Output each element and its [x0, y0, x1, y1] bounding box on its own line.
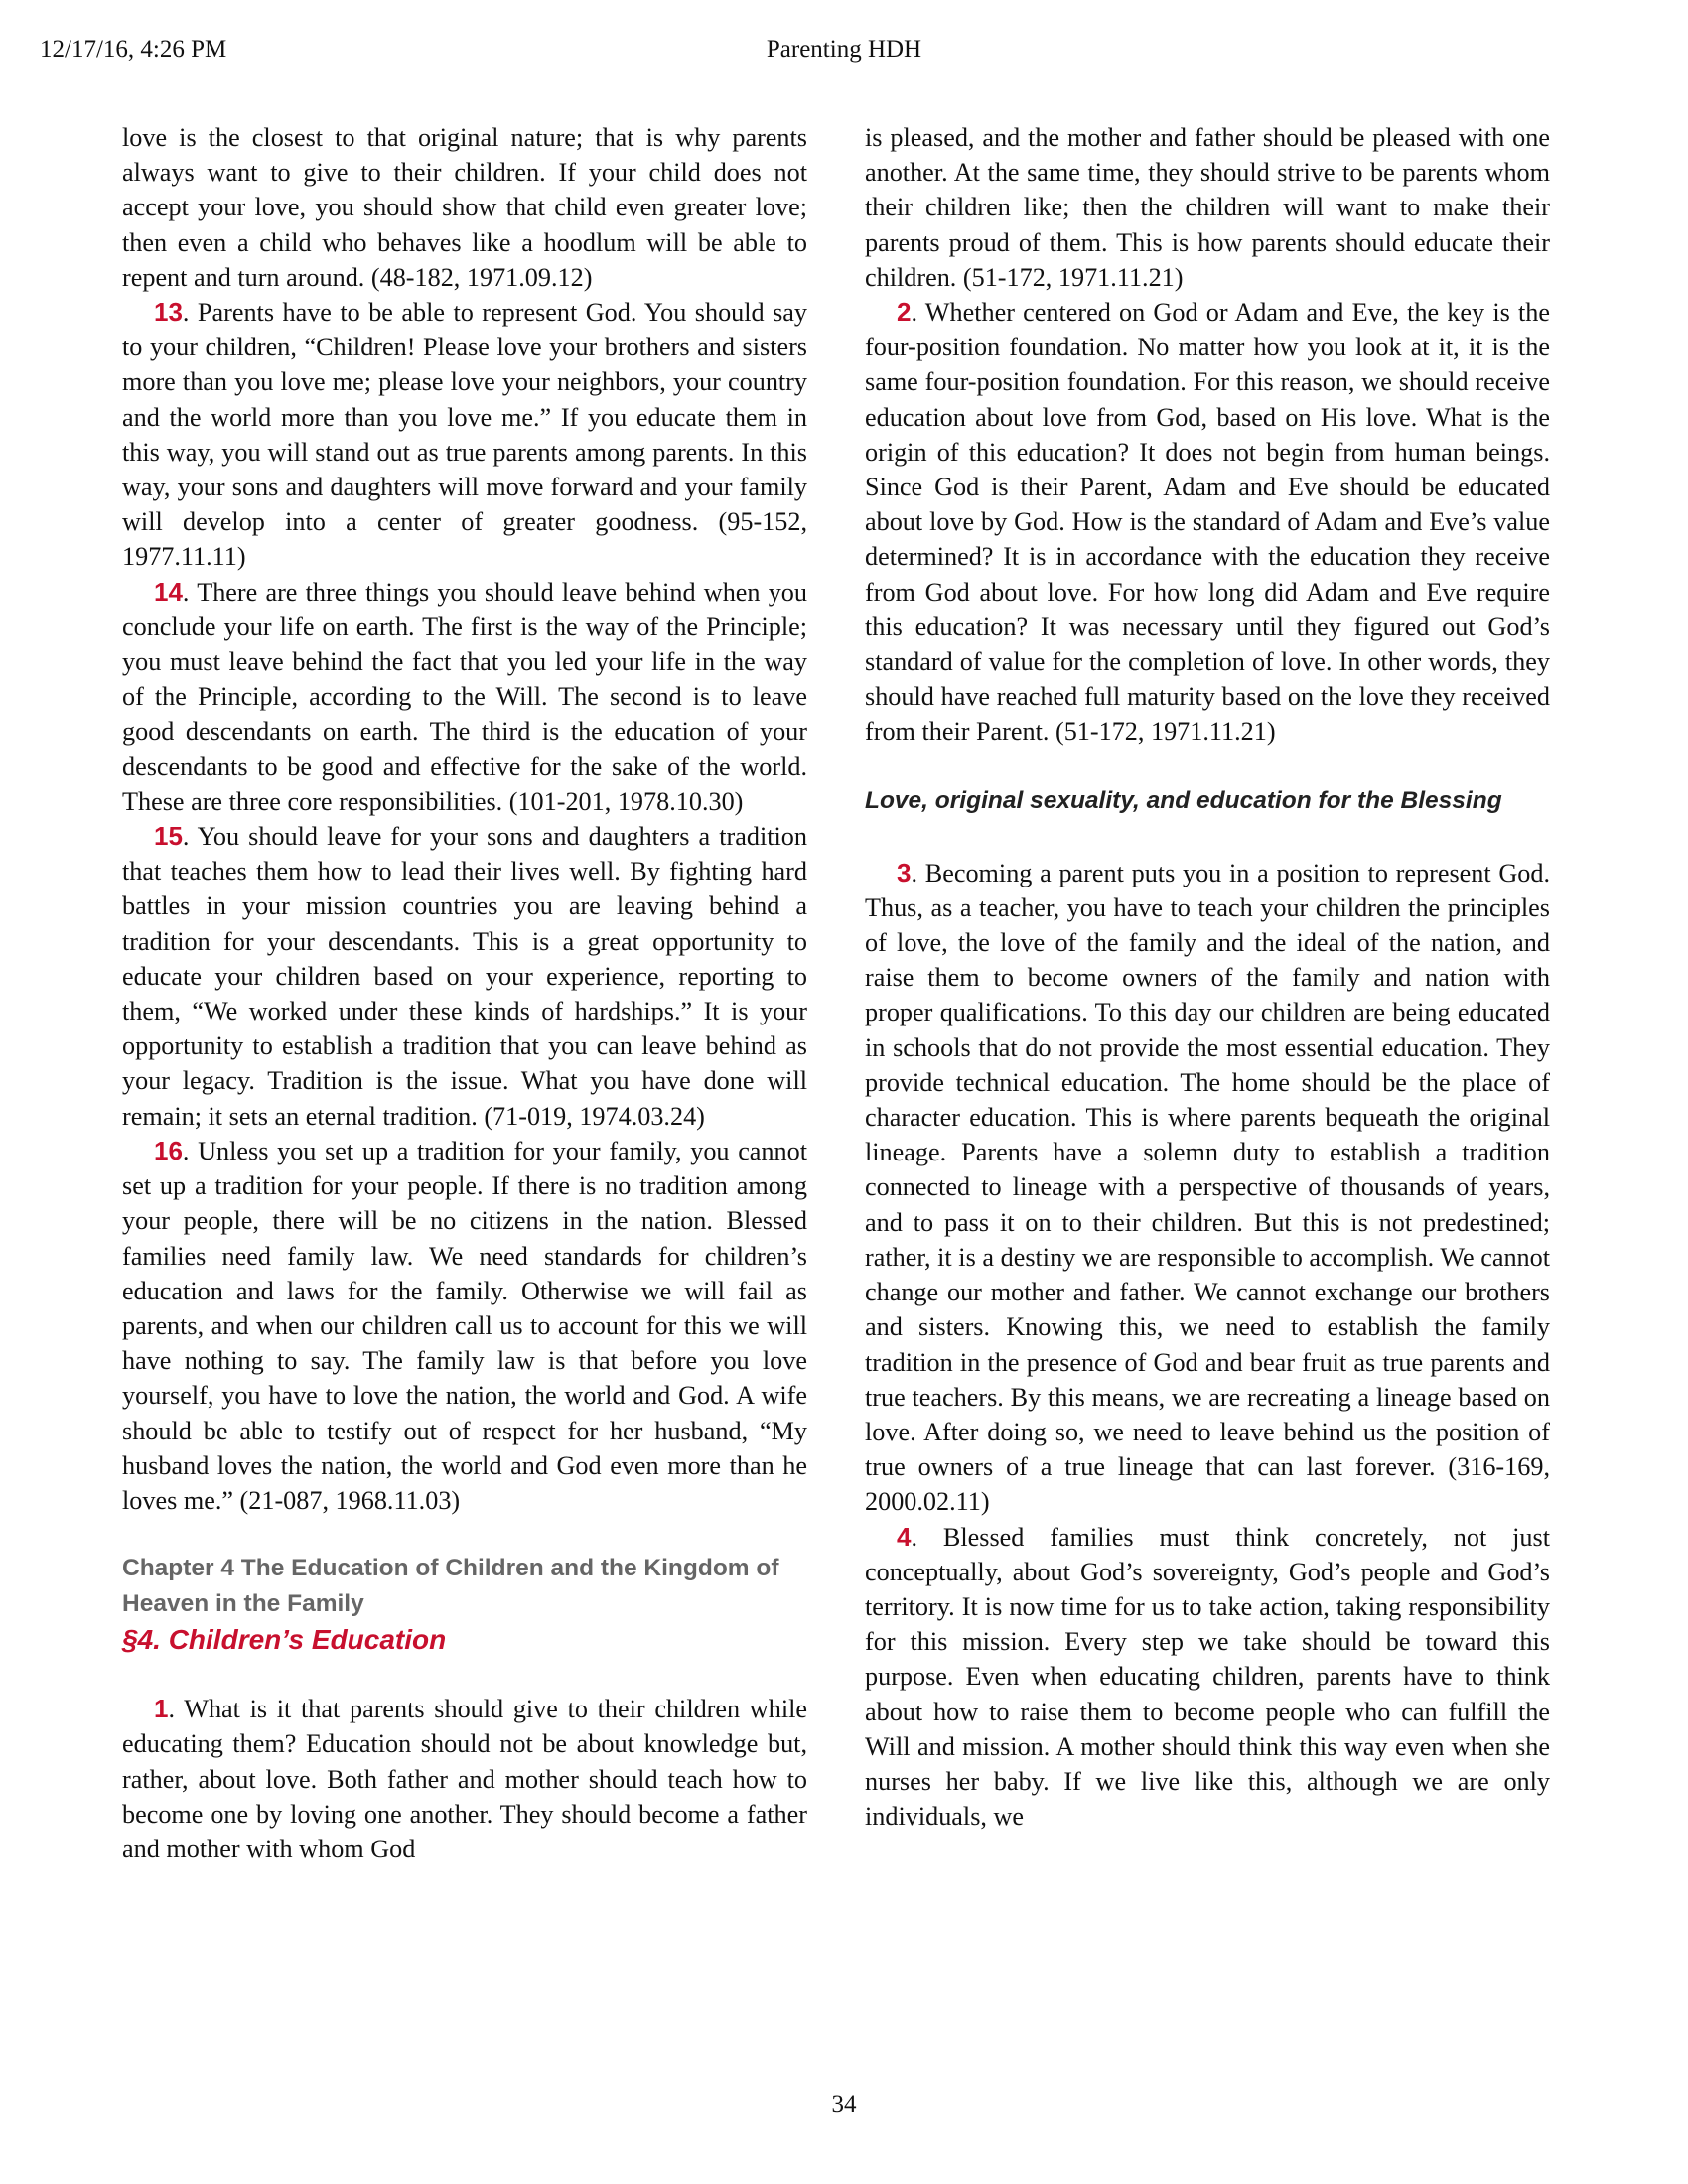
paragraph-number: 1: [154, 1694, 169, 1724]
chapter-heading: Chapter 4 The Education of Children and the Kingdom of Heaven in the Family: [122, 1555, 779, 1618]
paragraph-number: 16: [154, 1135, 183, 1165]
paragraph-number: 3: [897, 857, 912, 887]
left-column: [122, 120, 807, 1866]
paragraph-text: . Becoming a parent puts you in a position to represent God. Thus, as a teacher, you have to teach your children the principles of love, the love of the family and the ideal of the nation, and raise them to become owners of the family and nation with proper qualifications. To this day our children are being educated in schools that do not provide the most essential education. They provide technical education. The home should be the place of character education. This is where parents bequeath the original lineage. Parents have a solemn duty to establish a tradition connected to lineage with a perspective of thousands of years, and to pass it on to their children. But this is not predestined; rather, it is a destiny we are responsible to accomplish. We cannot change our mother and father. We cannot exchange our brothers and sisters. Knowing this, we need to establish the family tradition in the presence of God and bear fruit as true parents and true teachers. By this means, we are recreating a lineage based on love. After doing so, we need to leave behind us the position of true owners of a true lineage that can last forever. (316-169, 2000.02.11): [865, 858, 1550, 1517]
paragraph-13: [122, 295, 807, 575]
paragraph-number: 2: [897, 297, 912, 328]
paragraph-text: . Whether centered on God or Adam and Eve, the key is the four-position foundation. No matter how you look at it, it is the same four-position foundation. For this reason, we should receive education about love from God, based on His love. What is the origin of this education? It does not begin from human beings. Since God is their Parent, Adam and Eve should be educated about love by God. How is the standard of Adam and Eve’s value determined? It is in accordance with the education they receive from God about love. For how long did Adam and Eve require this education? It was necessary until they figured out God’s standard of value for the completion of love. In other words, they should have reached full maturity based on the love they received from their Parent. (51-172, 1971.11.21): [865, 298, 1550, 747]
paragraph-text: . There are three things you should leave behind when you conclude your life on earth. The first is the way of the Principle; you must leave behind the fact that you led your life in the way of the Principle, according to the Will. The second is to leave good descendants on earth. The third is the education of your descendants to be good and effective for the sake of the world. These are three core responsibilities. (101-201, 1978.10.30): [122, 577, 807, 816]
document-title: Parenting HDH: [766, 36, 922, 63]
paragraph-16: [122, 1134, 807, 1518]
subsection-heading: Love, original sexuality, and education for the Blessing: [865, 786, 1502, 814]
paragraph-text: . You should leave for your sons and daughters a tradition that teaches them how to lead their lives well. By fighting hard battles in your mission countries you are leaving behind a tradition for your descendants. This is a great opportunity to educate your children based on your experience, reporting to them, “We worked under these kinds of hardships.” It is your opportunity to establish a tradition that you can leave behind as your legacy. Tradition is the issue. What you have done will remain; it sets an eternal tradition. (71-019, 1974.03.24): [122, 822, 807, 1131]
right-column: [865, 120, 1550, 1834]
paragraph-3: [865, 856, 1550, 1520]
paragraph-2: [865, 295, 1550, 750]
section-heading: §4. Children’s Education: [122, 1624, 447, 1656]
page-number: 34: [831, 2091, 857, 2117]
paragraph-text: . Parents have to be able to represent God. You should say to your children, “Children! Please love your brothers and sisters more than you love me; please love your neighbors, your country and the world more than you love me.” If you educate them in this way, you will stand out as true parents among parents. In this way, your sons and daughters will move forward and your family will develop into a center of greater goodness. (95-152, 1977.11.11): [122, 298, 807, 572]
paragraph-text: . What is it that parents should give to their children while educating them? Education should not be about knowledge but, rather, about love. Both father and mother should teach how to become one by loving one another. They should become a father and mother with whom God: [122, 1695, 807, 1863]
paragraph-number: 4: [897, 1521, 912, 1552]
paragraph-number: 15: [154, 821, 183, 852]
paragraph-text: . Unless you set up a tradition for your family, you cannot set up a tradition for your people. If there is no tradition among your people, there will be no citizens in the nation. Blessed families need family law. We need standards for children’s education and laws for the family. Otherwise we will fail as parents, and when our children call us to account for this we will have nothing to say. The family law is that before you love yourself, you have to love the nation, the world and God. A wife should be able to testify out of respect for her husband, “My husband loves the nation, the world and God even more than he loves me.” (21-087, 1968.11.03): [122, 1136, 807, 1515]
paragraph-number: 13: [154, 297, 183, 328]
paragraph-continued: love is the closest to that original nature; that is why parents always want to give to their children. If your child does not accept your love, you should show that child even greater love; then even a child who behaves like a hoodlum will be able to repent and turn around. (48-182, 1971.09.12): [122, 123, 807, 292]
paragraph-text: . Blessed families must think concretely, not just conceptually, about God’s sovereignty, God’s people and God’s territory. It is now time for us to take action, taking responsibility for this mission. Every step we take should be toward this purpose. Even when educating children, parents have to think about how to raise them to become people who can fulfill the Will and mission. A mother should think this way even when she nurses her baby. If we live like this, although we are only individuals, we: [865, 1522, 1550, 1832]
paragraph-15: [122, 819, 807, 1134]
paragraph-14: [122, 575, 807, 819]
print-datetime: 12/17/16, 4:26 PM: [40, 36, 227, 63]
paragraph-4: [865, 1520, 1550, 1835]
paragraph-1: [122, 1692, 807, 1866]
paragraph-number: 14: [154, 576, 183, 607]
paragraph-continued: is pleased, and the mother and father should be pleased with one another. At the same time, they should strive to be parents whom their children like; then the children will want to make their parents proud of them. This is how parents should educate their children. (51-172, 1971.11.21): [865, 123, 1550, 292]
